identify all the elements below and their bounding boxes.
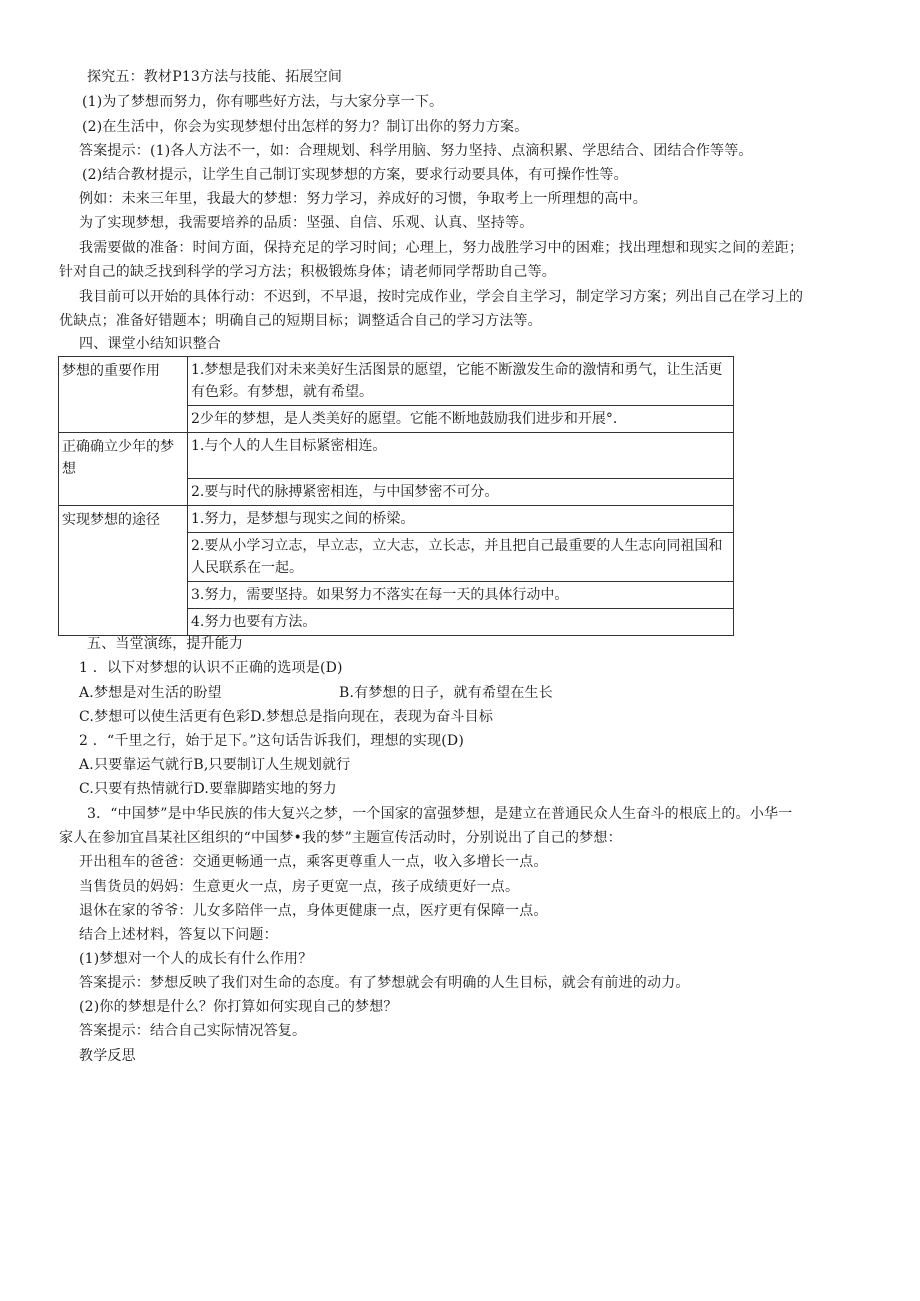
summary-topic-cell: 实现梦想的途径 <box>59 506 188 636</box>
summary-title: 四、课堂小结知识整合 <box>79 336 221 352</box>
practice-instruction: 结合上述材料，答复以下问题： <box>79 927 278 943</box>
explore5-example: 例如：未来三年里，我最大的梦想：努力学习，养成好的习惯，争取考上一所理想的高中。 <box>79 191 647 207</box>
summary-table <box>58 356 734 636</box>
summary-item-cell: 1.与个人的人生目标紧密相连。 <box>188 433 734 479</box>
practice-question-2: 2 ．“千里之行，始于足下。”这句话告诉我们，理想的实现(D) <box>79 733 465 749</box>
explore5-answer-1: 答案提示：(1)各人方法不一，如：合理规划、科学用脑、努力坚持、点滴积累、学思结合、团结合作等等。 <box>79 143 753 159</box>
summary-item-cell: 2.要与时代的脉搏紧密相连，与中国梦密不可分。 <box>188 479 734 506</box>
explore5-action-line-1: 我目前可以开始的具体行动：不迟到，不早退，按时完成作业，学会自主学习，制定学习方案；列出自己在学习上的 <box>79 289 804 305</box>
practice-sub-answer-1: 答案提示：梦想反映了我们对生命的态度。有了梦想就会有明确的人生目标，就会有前进的动力。 <box>79 975 690 991</box>
explore5-title: 探究五：教材P13方法与技能、拓展空间 <box>87 69 343 85</box>
practice-question-3-line-2: 家人在参加宜昌某社区组织的“中国梦•我的梦”主题宣传活动时，分别说出了自己的梦想： <box>59 830 622 846</box>
explore5-question-2: (2)在生活中，你会为实现梦想付出怎样的努力？制订出你的努力方案。 <box>82 119 529 135</box>
practice-title: 五、当堂演练，提升能力 <box>87 636 244 652</box>
practice-father-dream: 开出租车的爸爸：交通更畅通一点，乘客更尊重人一点，收入多增长一点。 <box>79 854 548 870</box>
summary-topic-cell: 正确确立少年的梦想 <box>59 433 188 506</box>
table-row <box>59 357 734 406</box>
practice-question-1: 1 ．以下对梦想的认识不正确的选项是(D) <box>79 660 343 676</box>
practice-question-3-line-1: 3．“中国梦”是中华民族的伟大复兴之梦，一个国家的富强梦想，是建立在普通民众人生奋斗的根底上的。小华一 <box>87 806 793 822</box>
explore5-preparation-line-1: 我需要做的准备：时间方面，保持充足的学习时间；心理上，努力战胜学习中的困难；找出理想和现实之间的差距； <box>79 240 804 256</box>
explore5-preparation-line-2: 针对自己的缺乏找到科学的学习方法；积极锻炼身体；请老师同学帮助自己等。 <box>59 264 556 280</box>
practice-q1-options-cd: C.梦想可以使生活更有色彩D.梦想总是指向现在，表现为奋斗目标 <box>79 709 494 725</box>
table-row <box>59 433 734 479</box>
practice-q2-options-ab: A.只要靠运气就行B,只要制订人生规划就行 <box>79 757 351 773</box>
practice-sub-question-2: (2)你的梦想是什么？你打算如何实现自己的梦想？ <box>79 999 398 1015</box>
summary-item-cell: 1.努力，是梦想与现实之间的桥梁。 <box>188 506 734 533</box>
summary-item-cell: 1.梦想是我们对未来美好生活图景的愿望，它能不断激发生命的激情和勇气，让生活更有色彩。有梦想，就有希望。 <box>188 357 734 406</box>
explore5-question-1: (1)为了梦想而努力，你有哪些好方法，与大家分享一下。 <box>82 94 444 110</box>
practice-grandpa-dream: 退休在家的爷爷：儿女多陪伴一点，身体更健康一点，医疗更有保障一点。 <box>79 903 548 919</box>
practice-q1-option-b: B.有梦想的日子，就有希望在生长 <box>339 685 553 701</box>
summary-item-cell: 4.努力也要有方法。 <box>188 609 734 636</box>
table-row <box>59 506 734 533</box>
teaching-reflection-heading: 教学反思 <box>79 1048 136 1064</box>
practice-q2-options-cd: C.只要有热情就行D.要靠脚踏实地的努力 <box>79 781 337 797</box>
explore5-qualities: 为了实现梦想，我需要培养的品质：坚强、自信、乐观、认真、坚持等。 <box>79 215 534 231</box>
practice-mother-dream: 当售货员的妈妈：生意更火一点，房子更宽一点，孩子成绩更好一点。 <box>79 879 520 895</box>
summary-item-cell: 3.努力，需要坚持。如果努力不落实在每一天的具体行动中。 <box>188 582 734 609</box>
practice-sub-answer-2: 答案提示：结合自己实际情况答复。 <box>79 1023 307 1039</box>
summary-item-cell: 2少年的梦想，是人类美好的愿望。它能不断地鼓励我们进步和开展°． <box>188 406 734 433</box>
summary-topic-cell: 梦想的重要作用 <box>59 357 188 433</box>
explore5-action-line-2: 优缺点；准备好错题本；明确自己的短期目标；调整适合自己的学习方法等。 <box>59 313 542 329</box>
practice-q1-option-a: A.梦想是对生活的盼望 <box>79 685 222 701</box>
summary-item-cell: 2.要从小学习立志，早立志，立大志，立长志，并且把自己最重要的人生志向同祖国和人民联系在一起。 <box>188 533 734 582</box>
explore5-answer-2: (2)结合教材提示，让学生自己制订实现梦想的方案，要求行动要具体，有可操作性等。 <box>82 167 628 183</box>
practice-sub-question-1: (1)梦想对一个人的成长有什么作用？ <box>79 951 313 967</box>
